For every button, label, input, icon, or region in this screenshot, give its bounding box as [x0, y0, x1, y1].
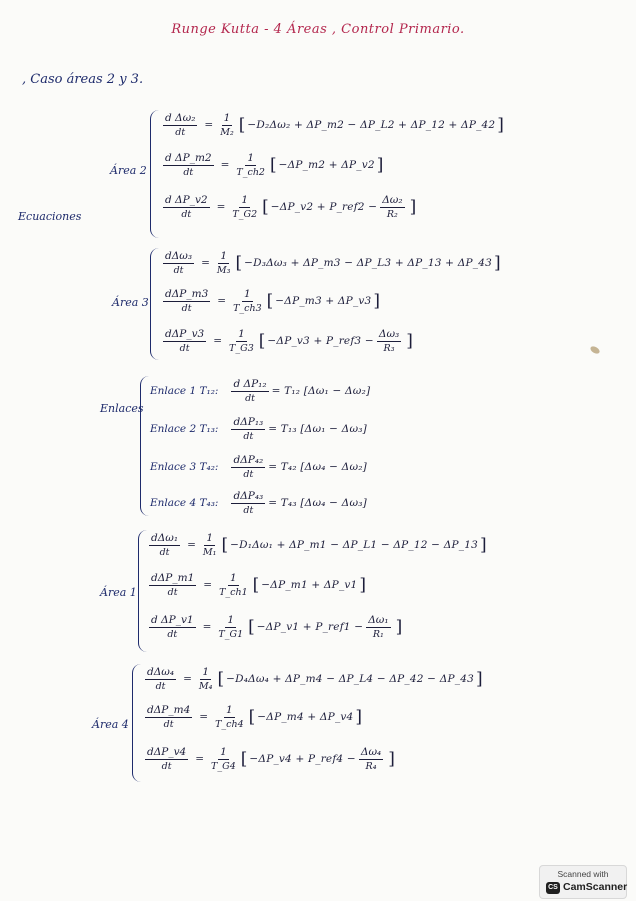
paper-smudge — [589, 345, 601, 355]
brace-area-3 — [150, 248, 159, 360]
eq-area2-2: $\frac{\text{d ΔP\_m2}}{dt}$ = $\frac{1}{T\_ch2}$ [ −ΔP_m2 + ΔP_v2 ] — [165, 152, 384, 178]
case-note: , Caso áreas 2 y 3. — [22, 72, 144, 87]
eq-area2-3: $\frac{\text{d ΔP\_v2}}{dt}$ = $\frac{1}{T\_G2}$ [ −ΔP_v2 + P_ref2 − $\frac{\text{Δω₂}}{\text{R₂}}$ ] — [165, 194, 417, 220]
brace-area-2 — [150, 110, 159, 238]
camscanner-logo-icon: CS — [546, 882, 560, 894]
scanner-watermark — [539, 865, 627, 899]
label-area-3: Área 3 — [112, 296, 149, 309]
label-area-1: Área 1 — [100, 586, 137, 599]
page-title: Runge Kutta - 4 Áreas , Control Primario. — [171, 22, 465, 37]
eq-area3-2: $\frac{\text{dΔP\_m3}}{dt}$ = $\frac{1}{T\_ch3}$ [ −ΔP_m3 + ΔP_v3 ] — [165, 288, 381, 314]
eq-area1-1: $\frac{\text{dΔω₁}}{dt}$ = $\frac{1}{\text{M₁}}$ [ −D₁Δω₁ + ΔP_m1 − ΔP_L1 − ΔP_12 − ΔP_13 ] — [151, 532, 487, 558]
eq-link-1: Enlace 1 T₁₂: $\frac{\text{d ΔP₁₂}}{dt}$ = T₁₂ [Δω₁ − Δω₂] — [150, 378, 371, 404]
eq-area2-1: $\frac{\text{d Δω₂}}{dt}$ = $\frac{1}{\text{M₂}}$ [ −D₂Δω₂ + ΔP_m2 − ΔP_L2 + ΔP_12 + ΔP_42 ] — [165, 112, 504, 138]
eq-link-2: Enlace 2 T₁₃: $\frac{\text{dΔP₁₃}}{dt}$ = T₁₃ [Δω₁ − Δω₃] — [150, 416, 367, 442]
eq-area3-3: $\frac{\text{dΔP\_v3}}{dt}$ = $\frac{1}{T\_G3}$ [ −ΔP_v3 + P_ref3 − $\frac{\text{Δω₃}}{\text{R₃}}$ ] — [165, 328, 413, 354]
label-area-2: Área 2 — [110, 164, 147, 177]
eq-area3-1: $\frac{\text{dΔω₃}}{dt}$ = $\frac{1}{\text{M₃}}$ [ −D₃Δω₃ + ΔP_m3 − ΔP_L3 + ΔP_13 + ΔP_43 ] — [165, 250, 501, 276]
watermark-brand: CamScanner — [563, 881, 628, 893]
watermark-line1: Scanned with — [557, 869, 609, 879]
brace-area-4 — [132, 664, 141, 782]
eq-link-3: Enlace 3 T₄₂: $\frac{\text{dΔP₄₂}}{dt}$ = T₄₂ [Δω₄ − Δω₂] — [150, 454, 367, 480]
eq-area4-3: $\frac{\text{dΔP\_v4}}{dt}$ = $\frac{1}{T\_G4}$ [ −ΔP_v4 + P_ref4 − $\frac{\text{Δω₄}}{\text{R₄}}$ ] — [147, 746, 395, 772]
label-area-4: Área 4 — [92, 718, 129, 731]
eq-area4-2: $\frac{\text{dΔP\_m4}}{dt}$ = $\frac{1}{T\_ch4}$ [ −ΔP_m4 + ΔP_v4 ] — [147, 704, 363, 730]
eq-area1-3: $\frac{\text{d ΔP\_v1}}{dt}$ = $\frac{1}{T\_G1}$ [ −ΔP_v1 + P_ref1 − $\frac{\text{Δω₁}}{\text{R₁}}$ ] — [151, 614, 403, 640]
eq-area1-2: $\frac{\text{dΔP\_m1}}{dt}$ = $\frac{1}{T\_ch1}$ [ −ΔP_m1 + ΔP_v1 ] — [151, 572, 367, 598]
eq-area4-1: $\frac{\text{dΔω₄}}{dt}$ = $\frac{1}{\text{M₄}}$ [ −D₄Δω₄ + ΔP_m4 − ΔP_L4 − ΔP_42 − ΔP_43 ] — [147, 666, 483, 692]
eq-link-4: Enlace 4 T₄₃: $\frac{\text{dΔP₄₃}}{dt}$ = T₄₃ [Δω₄ − Δω₃] — [150, 490, 367, 516]
brace-enlaces — [140, 376, 149, 516]
label-enlaces: Enlaces — [100, 402, 144, 415]
label-ecuaciones: Ecuaciones — [18, 210, 82, 223]
